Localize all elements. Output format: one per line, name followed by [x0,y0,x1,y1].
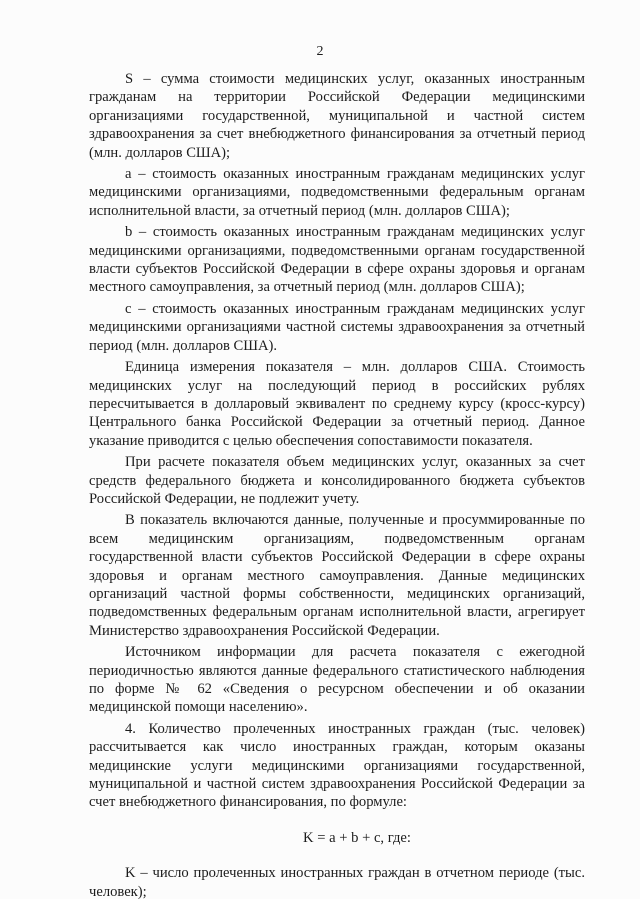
paragraph-budget-exclusion: При расчете показателя объем медицинских услуг, оказанных за счет средств федерального бюджета и консолидированного бюджета субъектов Российской Федерации, не подлежит учету. [89,454,585,507]
page-number: 2 [316,44,324,59]
formula: K = a + b + c, где: [303,829,411,846]
paragraph-item-4: 4. Количество пролеченных иностранных граждан (тыс. человек) рассчитывается как число иностранных граждан, которым оказаны медицинские услуги медицинскими организациями государственной, муниципальной и частной систем здравоохранения Российской Федерации за счет внебюджетного финансирования, по формуле: [89,720,585,811]
paragraph-data-aggregation: В показатель включаются данные, полученные и просуммированные по всем медицинским организациям, подведомственным органам государственной власти субъектов Российской Федерации в сфере охраны здоровья и органам местного самоуправления. Данные медицинских организаций частной формы собственности, медицинских организаций, подведомственных федеральным органам исполнительной власти, агрегирует Министерство здравоохранения Российской Федерации. [89,512,585,639]
paragraph-b-definition: b – стоимость оказанных иностранным гражданам медицинских услуг медицинскими организациями, подведомственными органам государственной власти субъектов Российской Федерации в сфере охраны здоровья и органам местного самоуправления, за отчетный период (млн. долларов США); [89,224,585,296]
paragraph-a-definition: a – стоимость оказанных иностранным гражданам медицинских услуг медицинскими организациями, подведомственными федеральным органам исполнительной власти, за отчетный период (млн. долларов США); [89,166,585,219]
paragraph-k-definition: K – число пролеченных иностранных граждан в отчетном периоде (тыс. человек); [89,865,585,900]
document-body [89,70,585,904]
paragraph-unit-of-measure: Единица измерения показателя – млн. долларов США. Стоимость медицинских услуг на последующий период в российских рублях пересчитывается в долларовый эквивалент по среднему курсу (кросс-курсу) Центрального банка Российской Федерации за отчетный период. Данное указание приводится с целью обеспечения сопоставимости показателя. [89,359,585,449]
paragraph-c-definition: c – стоимость оказанных иностранным гражданам медицинских услуг медицинскими организациями частной системы здравоохранения за отчетный период (млн. долларов США). [89,300,585,354]
paragraph-information-source: Источником информации для расчета показателя с ежегодной периодичностью являются данные федерального статистического наблюдения по форме № 62 «Сведения о ресурсном обеспечении и об оказании медицинской помощи населению». [89,644,585,716]
paragraph-s-definition: S – сумма стоимости медицинских услуг, оказанных иностранным гражданам на территории Российской Федерации медицинскими организациями государственной, муниципальной и частной систем здравоохранения за счет внебюджетного финансирования за отчетный период (млн. долларов США); [89,71,585,161]
